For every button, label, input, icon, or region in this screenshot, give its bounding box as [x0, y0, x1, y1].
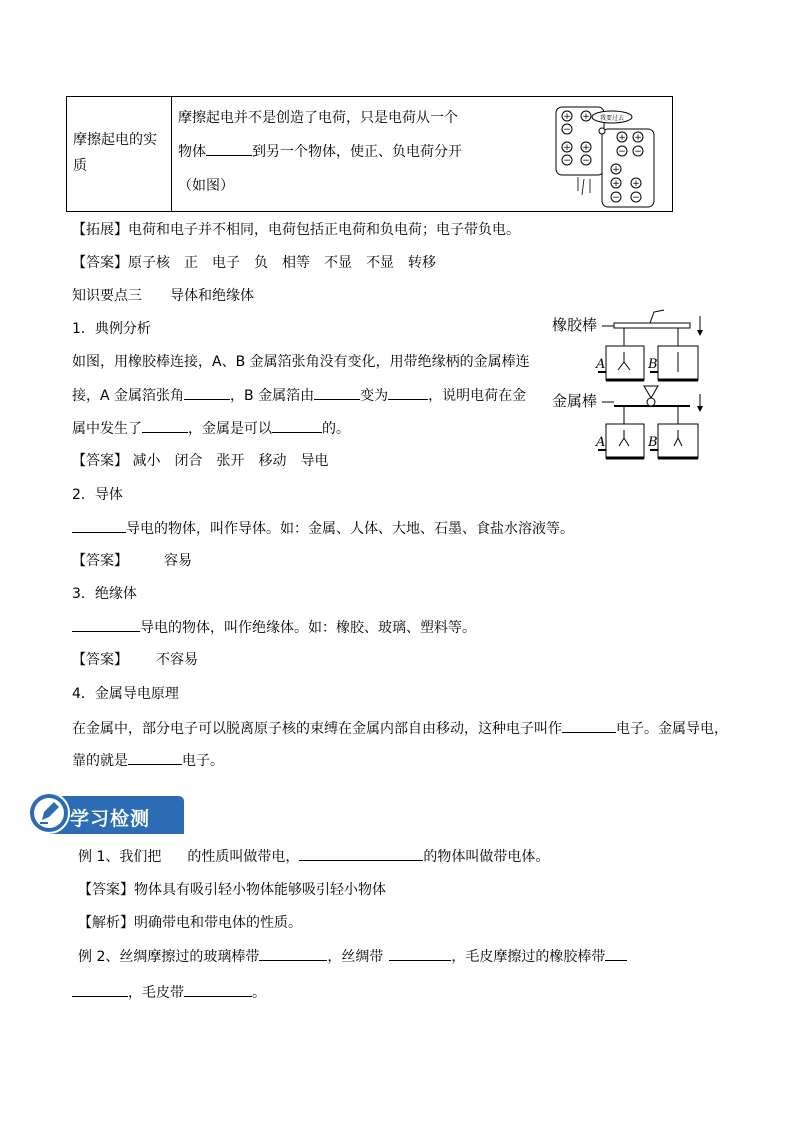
item1-line2: 接，A 金属箔张角 ，B 金属箔由 变为 ，说明电荷在金	[72, 385, 526, 406]
blank	[184, 982, 252, 997]
svg-text:+: +	[632, 179, 640, 189]
right-text-line2: 物体 到另一个物体，使正、负电荷分开	[178, 141, 462, 161]
item2-text: 导电的物体，叫作导体。如：金属、人体、大地、石墨、食盐水溶液等。	[72, 518, 574, 539]
rubber-rod-label: 橡胶棒	[552, 316, 598, 334]
item2-answer: 【答案】 容易	[72, 553, 192, 569]
friction-charge-figure	[550, 99, 676, 211]
item4-title: 4．金属导电原理	[72, 686, 179, 702]
blank	[562, 718, 616, 733]
item4-line2: 靠的就是 电子。	[72, 750, 224, 771]
blank	[605, 946, 627, 961]
svg-text:+: +	[563, 112, 571, 122]
item3-text: 导电的物体，叫作绝缘体。如：橡胶、玻璃、塑料等。	[72, 617, 476, 638]
blank	[389, 946, 451, 961]
table-right-cell	[172, 97, 673, 212]
blank	[259, 946, 327, 961]
svg-text:−: −	[632, 193, 640, 203]
item1-title: 1．典例分析	[72, 321, 151, 337]
metal-rod-label: 金属棒	[552, 392, 598, 410]
svg-text:+: +	[634, 133, 642, 143]
blank	[184, 385, 230, 400]
table-left-cell	[67, 97, 172, 212]
item4-line1: 在金属中，部分电子可以脱离原子核的束缚在金属内部自由移动，这种电子叫作 电子。金属导电，	[72, 718, 728, 739]
svg-text:+: +	[563, 143, 571, 153]
svg-text:+: +	[612, 165, 620, 175]
label-A-bottom: A	[596, 435, 606, 450]
blank	[299, 846, 423, 861]
ex2-question-line2: ，毛皮带 。	[72, 982, 266, 1003]
left-label-line1: 摩擦起电的实	[73, 132, 157, 148]
blank	[142, 418, 188, 433]
item2-title: 2．导体	[72, 487, 123, 503]
ex1-answer: 【答案】物体具有吸引轻小物体能够吸引轻小物体	[78, 882, 386, 898]
label-B-bottom: B	[648, 435, 658, 450]
svg-text:−: −	[612, 193, 620, 203]
expand-note: 【拓展】电荷和电子并不相同，电荷包括正电荷和负电荷；电子带负电。	[72, 222, 520, 238]
figure-bubble-text: 我要过去	[599, 115, 625, 122]
item1-answer: 【答案】 减小 闭合 张开 移动 导电	[72, 453, 329, 469]
pencil-icon	[36, 798, 66, 828]
ex1-analysis: 【解析】明确带电和带电体的性质。	[78, 915, 302, 931]
blank	[314, 385, 360, 400]
right-text-line3: （如图）	[178, 178, 234, 194]
ex1-question: 例 1、我们把 的性质叫做带电， 的物体叫做带电体。	[78, 846, 549, 867]
blank	[128, 750, 182, 765]
item1-line3: 属中发生了 ，金属是可以 的。	[72, 418, 350, 439]
blank	[388, 385, 428, 400]
svg-text:−: −	[618, 147, 626, 157]
left-label-line2: 质	[73, 158, 87, 174]
item1-line1: 如图，用橡胶棒连接，A、B 金属箔张角没有变化，用带绝缘柄的金属棒连	[72, 354, 530, 370]
blank	[72, 982, 128, 997]
label-A-top: A	[596, 357, 606, 372]
svg-text:−: −	[634, 147, 642, 157]
item3-title: 3．绝缘体	[72, 586, 137, 602]
blank	[206, 141, 252, 156]
label-B-top: B	[648, 357, 658, 372]
electroscope-figure	[550, 306, 712, 468]
section-heading-3: 知识要点三 导体和绝缘体	[72, 288, 254, 304]
item3-answer: 【答案】 不容易	[72, 652, 198, 668]
svg-text:+: +	[618, 133, 626, 143]
concept-table	[66, 96, 673, 212]
svg-text:+: +	[612, 179, 620, 189]
banner-title: 学习检测	[70, 808, 151, 830]
blank	[72, 518, 126, 533]
answer-row-1: 【答案】原子核 正 电子 负 相等 不显 不显 转移	[72, 255, 436, 271]
svg-text:+: +	[582, 143, 590, 153]
blank	[72, 617, 140, 632]
svg-text:−: −	[563, 125, 571, 135]
svg-text:−: −	[582, 156, 590, 166]
right-text-line1: 摩擦起电并不是创造了电荷，只是电荷从一个	[178, 110, 458, 126]
ex2-question-line1: 例 2、丝绸摩擦过的玻璃棒带 ，丝绸带 ，毛皮摩擦过的橡胶棒带	[78, 946, 627, 967]
svg-text:+: +	[582, 112, 590, 122]
blank	[272, 418, 322, 433]
svg-text:−: −	[563, 156, 571, 166]
